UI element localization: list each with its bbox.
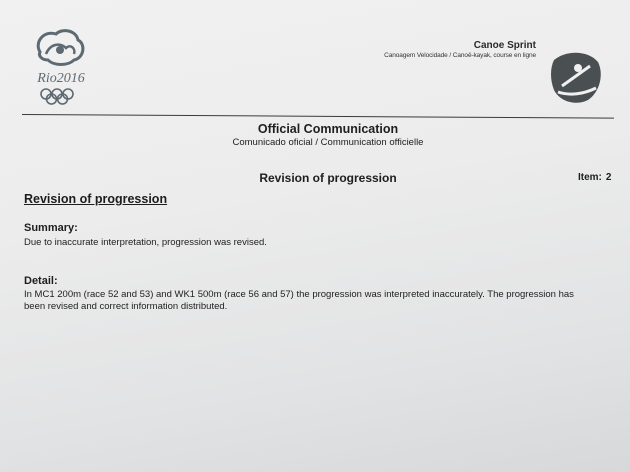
header-divider bbox=[22, 114, 614, 119]
detail-text: In MC1 200m (race 52 and 53) and WK1 500m (race 56 and 57) the progression was interpreted inaccurately. The progression has been revised and correct information distributed. bbox=[24, 289, 574, 312]
sport-subtitle: Canoagem Velocidade / Canoë-kayak, course en ligne bbox=[384, 52, 536, 59]
rio2016-emblem-icon bbox=[26, 22, 96, 106]
summary-label: Summary: bbox=[24, 222, 78, 234]
sport-title: Canoe Sprint bbox=[473, 40, 536, 51]
item-label: Item: bbox=[578, 172, 602, 183]
revision-title-link: Revision of progression bbox=[24, 192, 168, 206]
sport-header bbox=[384, 40, 536, 59]
communication-subtitle: Comunicado oficial / Communication officielle bbox=[232, 137, 424, 148]
rio2016-logo-text: Rio2016 bbox=[37, 71, 85, 86]
communication-title: Official Communication bbox=[257, 122, 399, 136]
item-number bbox=[578, 172, 611, 183]
detail-label: Detail: bbox=[24, 275, 58, 287]
olympic-rings-icon bbox=[41, 89, 73, 104]
revision-heading: Revision of progression bbox=[259, 171, 397, 185]
canoe-sprint-pictogram-icon bbox=[548, 46, 604, 106]
item-value: 2 bbox=[605, 172, 612, 183]
summary-text: Due to inaccurate interpretation, progression was revised. bbox=[24, 237, 267, 248]
rio2016-logo bbox=[26, 22, 96, 106]
